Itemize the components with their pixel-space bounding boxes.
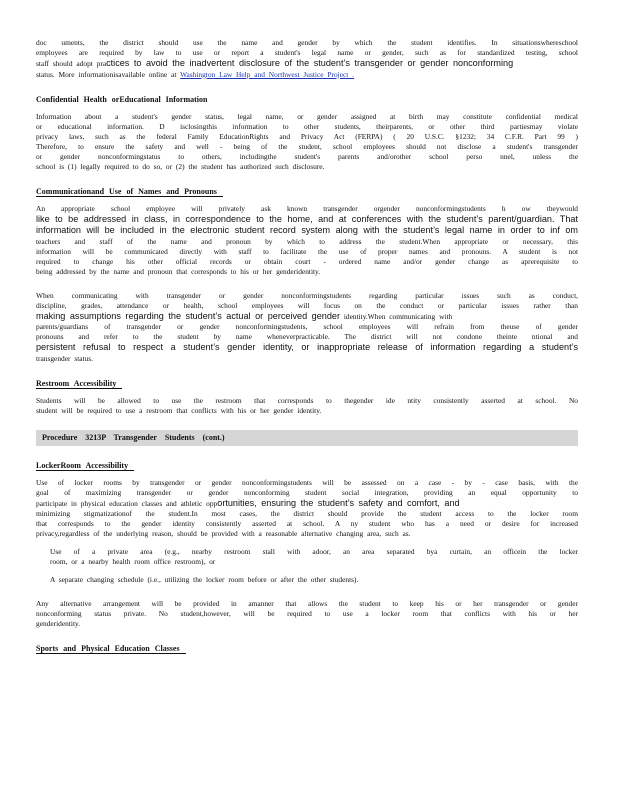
intro-line-1: doc uments, the district should use the name and gender by which the student identifies. In situationswhereschool [36, 38, 578, 47]
communication-p2 [36, 291, 578, 364]
intro-line-3-small: staff should adopt pra [36, 59, 107, 68]
confidential-line-3: privacy laws, such as the federal Family EducationRights and Privacy Act (FERPA) ( 20 U.S.C. §1232; 34 C.F.R. Part 99 ) [36, 131, 578, 141]
communication-heading [36, 186, 578, 197]
confidential-line-5: or gender nonconformingstatus to others, includingthe student's parents and/orother school perso nnel, unless the [36, 151, 578, 161]
communication-p1-line-6: required to change his other official records or obtain court - ordered name and/or gender change as aprerequisite to [36, 256, 578, 266]
intro-line-2: employees are required by law to use or report a student's legal name or gender, such as for standardized testing, school [36, 48, 578, 57]
locker-bullet-2 [36, 575, 578, 585]
locker-bullet-1 [36, 547, 578, 567]
locker-section [36, 460, 578, 630]
locker-heading [36, 460, 578, 471]
intro-line-4 [36, 70, 578, 80]
confidential-section [36, 94, 578, 172]
locker-bullet-1-text [50, 547, 578, 567]
locker-line-6: privacy,regardless of the underlying reason, should be provided with a reasonable alternative changing area, such as. [36, 529, 411, 538]
communication-p2-large-2: persistent refusal to respect a student’s gender identity, or inappropriate release of information regarding a student’s [36, 342, 578, 352]
box-bullet-icon [36, 575, 50, 585]
communication-p1-line-7: being addressed by the name and pronoun that corresponds to his or her genderidentity. [36, 266, 321, 276]
sports-heading [36, 643, 578, 654]
communication-p2-large-1: making assumptions regarding the student’s actual or perceived gender [36, 310, 340, 321]
communication-p1-line-4: teachers and staff of the name and pronoun by which to address the student.When appropriate or necessary, this [36, 236, 578, 246]
restroom-line-1: Students will be allowed to use the restroom that corresponds to thegender ide ntity consistently asserted at school. No [36, 395, 578, 405]
intro-section [36, 38, 578, 80]
sports-heading-text: Sports and Physical Education Classes [36, 644, 186, 654]
locker-line-3-small: participate in physical education classes and athletic opp [36, 498, 218, 508]
confidential-line-4: Therefore, to ensure the safety and well - being of the student, school employees should not disclose a student's transgender [36, 141, 578, 151]
intro-more-info-text: status. More informationisavailable online at [36, 69, 181, 79]
locker-bullet-1-line-1: Use of a private area (e.g., nearby restroom stall with adoor, an area separated bya curtain, an officein the locker [50, 547, 578, 556]
procedure-header-bar: Procedure 3213P Transgender Students (cont.) [36, 430, 578, 446]
locker-line-1: Use of locker rooms by transgender or gender nonconformingstudents will be assessed on a case - by - case basis, with the [36, 477, 578, 487]
locker-closing-line-2: nonconforming status private. No student,however, will be required to use a locker room that conflicts with his or her [36, 609, 578, 618]
communication-heading-text: Communicationand Use of Names and Pronouns [36, 187, 223, 197]
restroom-heading-text: Restroom Accessibility [36, 379, 122, 389]
restroom-line-2: student will be required to use a restroom that conflicts with his or her gender identity. [36, 405, 322, 415]
communication-p2-small-1: identity.When communicating with [339, 311, 453, 321]
communication-p2-line-4: parents/guardians of transgender or gender nonconformingstudents, school employees will refrain from theuse of gender [36, 322, 578, 331]
confidential-heading: Confidential Health orEducational Information [36, 94, 208, 104]
box-bullet-icon [36, 547, 50, 567]
locker-bullet-2-line-1: A separate changing schedule (i.e., utilizing the locker room before or after the other students). [50, 575, 359, 584]
communication-p1-line-1: An appropriate school employee will privately ask known transgender orgender nonconformingstudents h ow theywould [36, 203, 578, 213]
communication-p1-line-5: information will be communicated directly with staff to facilitate the use of proper names and pronouns. A student is not [36, 246, 578, 256]
communication-section [36, 186, 578, 277]
locker-line-4: minimizing stigmatizationof the student.In most cases, the district should provide the student access to the locker room [36, 509, 578, 518]
communication-p2-line-5: pronouns and refer to the student by name wheneverpracticable. The district will not condone theinte ntional and [36, 332, 578, 341]
communication-p2-line-1: When communicating with transgender or gender nonconformingstudents regarding particular issues such as conduct, [36, 290, 578, 300]
locker-line-3-large: ortunities, ensuring the student’s safety and comfort, and [217, 497, 460, 508]
restroom-section [36, 378, 578, 416]
washington-law-help-link[interactable]: Washington Law Help and Northwest Justice Project . [180, 69, 355, 79]
communication-p2-line-3 [36, 311, 578, 323]
locker-line-5: that corresponds to the gender identity consistently asserted at school. A ny student who has a need or desire for increased [36, 519, 578, 528]
intro-line-3-large: ctices to avoid the inadvertent disclosure of the student’s transgender or gender nonconforming [106, 58, 514, 68]
communication-p1-large-2: information will be included in the electronic student record system along with the student’s legal name in order to inf om [36, 225, 578, 235]
locker-line-3 [36, 498, 578, 510]
confidential-line-1: Information about a student's gender status, legal name, or gender assigned at birth may constitute confidential medical [36, 111, 578, 121]
locker-bullet-1-line-2: room, or a nearby health room office restroom), or [50, 557, 216, 566]
communication-p1-large-1: like to be addressed in class, in correspondence to the home, and at conferences with the student’s parent/guardian. That [36, 213, 578, 224]
confidential-line-2: or educational information. D isclosingthis information to other students, theirparents, or other third partiesmay violate [36, 121, 578, 131]
locker-heading-text: LockerRoom Accessibility [36, 461, 134, 471]
restroom-heading [36, 378, 578, 389]
locker-closing-line-3: genderidentity. [36, 619, 81, 628]
intro-line-3 [36, 58, 578, 70]
locker-bullet-2-text [50, 575, 578, 585]
locker-line-2: goal of maximizing transgender or gender nonconforming student social integration, providing an equal opportunity to [36, 487, 578, 497]
communication-p2-line-2: discipline, grades, attendance or health, school employees will focus on the conduct or particular issues rather than [36, 300, 578, 310]
confidential-line-6: school is (1) legally required to do so, or (2) the student has authorized such disclosure. [36, 161, 325, 171]
locker-closing-line-1: Any alternative arrangement will be provided in amanner that allows the student to keep his or her transgender or gender [36, 599, 578, 608]
communication-p2-last: transgender status. [36, 353, 94, 363]
locker-closing [36, 599, 578, 629]
